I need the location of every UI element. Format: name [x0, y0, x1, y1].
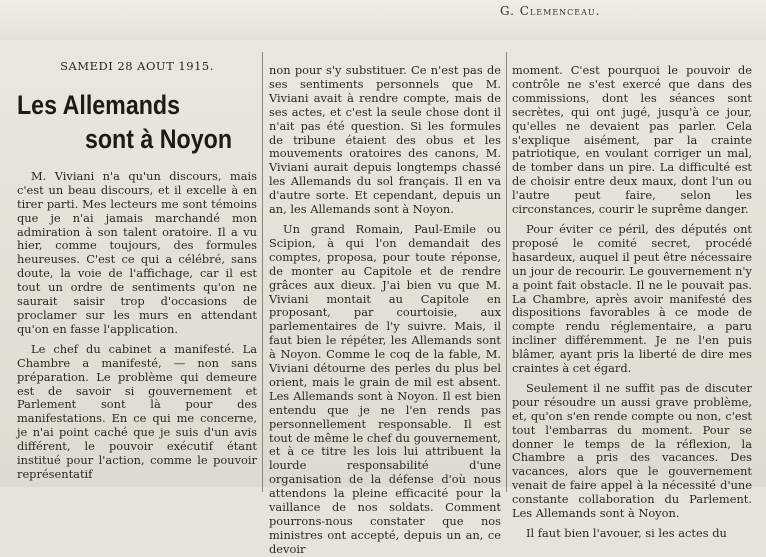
paragraph: Pour éviter ce péril, des députés ont proposé le comité secret, procédé hasardeux, auquel il peut être nécessaire un jour de recourir. Le gouvernement n'y a point fait obstacle. Il ne le pouvait pas. La Chambre, après avoir manifesté des dispositions favorables à ce mode de compte rendu réglementaire, a paru incliner différemment. Je ne l'en puis blâmer, ayant pris la liberté de dire mes craintes à cet égard.: [512, 221, 752, 376]
paragraph: moment. C'est pourquoi le pouvoir de contrôle ne s'est exercé que dans des commissions, dont les séances sont secrètes, qui ont jugé, jusqu'à ce jour, qu'elles ne devaient pas parler. Cela s'explique aisément, par la crainte patriotique, en voulant corriger un mal, de tomber dans un pire. La difficulté est de choisir entre deux maux, dont l'un ou l'autre peut faire, selon les circonstances, courir le suprême danger.: [512, 63, 752, 217]
paragraph: non pour s'y substituer. Ce n'est pas de ses sentiments personnels que M. Viviani avait à rendre compte, mais de ses actes, et c'est la seule chose dont il n'ait pas été question. Si les formules de tribune étaient des obus et les mouvements oratoires des canons, M. Viviani aurait depuis longtemps chassé les Allemands du sol français. Il en va d'autre sorte. Et cependant, depuis un an, les Allemands sont à Noyon.: [269, 63, 501, 217]
article-headline: [17, 88, 258, 156]
column-rule: [506, 52, 507, 492]
running-header: G. Clemenceau.: [500, 4, 601, 18]
column-rule: [262, 52, 263, 492]
headline-line-2: sont à Noyon: [84, 123, 233, 154]
article-column-2: [269, 63, 501, 556]
headline-line-1: Les Allemands: [17, 89, 181, 120]
paragraph: Un grand Romain, Paul-Emile ou Scipion, à qui l'on demandait des comptes, proposa, pour toute réponse, de monter au Capitole et de rendre grâces aux dieux. J'ai bien vu que M. Viviani montait au Capitole en proposant, par courtoisie, aux parlementaires de l'y suivre. Mais, il faut bien le répéter, les Allemands sont à Noyon. Comme le coq de la fable, M. Viviani détourne des perles du plus bel orient, mais le grain de mil est absent. Les Allemands sont à Noyon. Il est bien entendu que je ne l'en rends pas personnellement responsable. Il est tout de même le chef du gouvernement, et à ce titre les lois lui attribuent la lourde responsabilité d'une organisation de la défense d'où nous attendons la pleine efficacité pour la vaillance de nos soldats. Comment pourrons-nous constater que nos ministres ont accepté, depuis un an, ce devoir: [269, 221, 501, 556]
article-column-1: [17, 60, 257, 487]
paragraph: Seulement il ne suffit pas de discuter pour résoudre un aussi grave problème, et, qu'on s'en rende compte ou non, c'est tout l'embarras du moment. Pour se donner le temps de la réflexion, la Chambre a pris des vacances. Des vacances, alors que le gouvernement venait de faire appel à la nécessité d'une constante collaboration du Parlement. Les Allemands sont à Noyon.: [512, 380, 752, 521]
article-column-3: [512, 63, 752, 540]
paragraph: M. Viviani n'a qu'un discours, mais c'est un beau discours, et il excelle à en tirer parti. Mes lecteurs me sont témoins que je n'ai jamais marchandé mon admiration à son talent oratoire. Il a vu hier, comme toujours, des formules heureuses. C'est ce qui a célébré, sans doute, la voie de l'affichage, car il est tout un ordre de sentiments qu'on ne saurait saisir trop d'occasions de proclamer sur les murs en attendant qu'on en fasse l'application.: [17, 168, 257, 336]
article-dateline: SAMEDI 28 AOUT 1915.: [60, 59, 214, 73]
paragraph: Il faut bien l'avouer, si les actes du: [526, 526, 727, 540]
paragraph: Le chef du cabinet a manifesté. La Chambre a manifesté, — non sans préparation. Le problème qui demeure est de savoir si gouvernement et Parlement sont là pour des manifestations. En ce qui me concerne, je n'ai point caché que je suis d'un avis différent, le pouvoir exécutif étant institué pour l'action, comme le pouvoir représentatif: [17, 341, 257, 481]
